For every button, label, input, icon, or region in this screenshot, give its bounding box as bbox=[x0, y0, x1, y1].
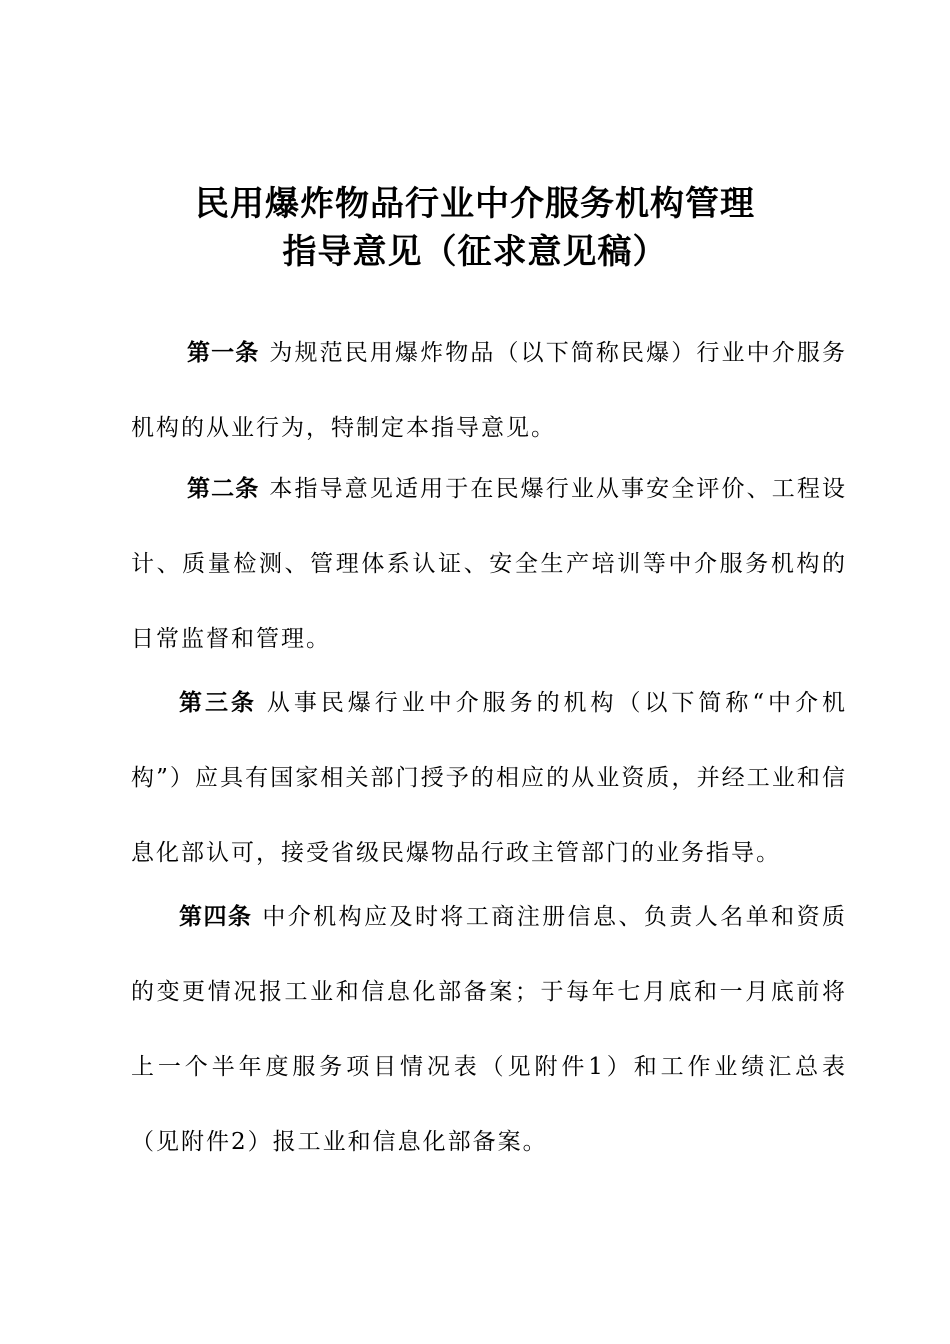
document-title-line-2: 指导意见（征求意见稿） bbox=[282, 232, 668, 272]
article-4-lead: 第四条 bbox=[179, 904, 253, 930]
document-title-line-1: 民用爆炸物品行业中介服务机构管理 bbox=[195, 184, 755, 224]
article-2-lead: 第二条 bbox=[187, 476, 260, 502]
article-2 bbox=[131, 452, 847, 677]
article-3-text: 从事民爆行业中介服务的机构（以下简称“中介机构”）应具有国家相关部门授予的相应的从业资质，并经工业和信息化部认可，接受省级民爆物品行政主管部门的业务指导。 bbox=[131, 690, 847, 866]
article-4-text: 中介机构应及时将工商注册信息、负责人名单和资质的变更情况报工业和信息化部备案；于每年七月底和一月底前将上一个半年度服务项目情况表（见附件1）和工作业绩汇总表（见附件2）报工业和信息化部备案。 bbox=[131, 904, 848, 1155]
article-2-text: 本指导意见适用于在民爆行业从事安全评价、工程设计、质量检测、管理体系认证、安全生产培训等中介服务机构的日常监督和管理。 bbox=[131, 476, 848, 652]
article-1-text: 为规范民用爆炸物品（以下简称民爆）行业中介服务机构的从业行为，特制定本指导意见。 bbox=[131, 340, 848, 441]
article-4 bbox=[131, 880, 847, 1180]
article-3-lead: 第三条 bbox=[179, 690, 257, 716]
article-3 bbox=[131, 666, 847, 891]
article-1-lead: 第一条 bbox=[187, 340, 260, 366]
article-1 bbox=[131, 316, 847, 466]
